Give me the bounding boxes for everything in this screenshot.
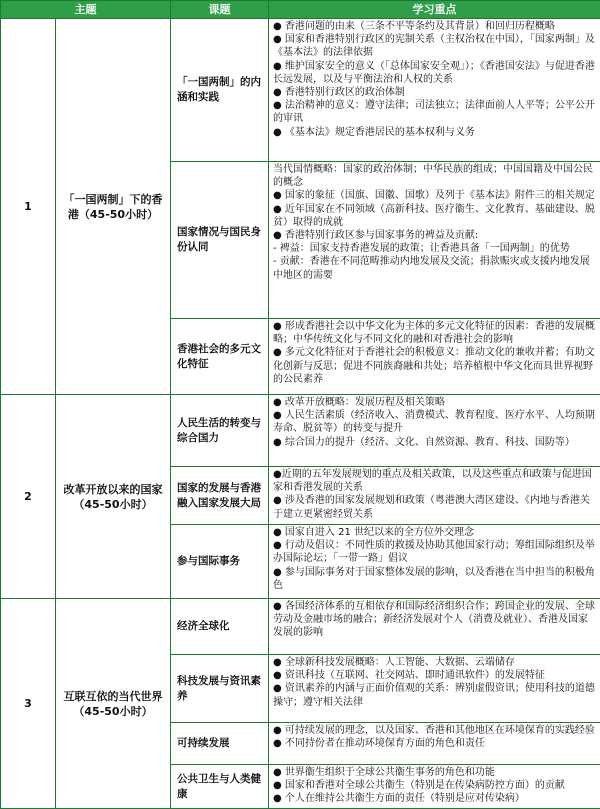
focus-line: ● 综合国力的提升（经济、文化、自然资源、教育、科技、国防等） <box>273 436 597 449</box>
focus-line: ● 可持续发展的理念，以及国家、香港和其他地区在环境保育的实践经验 <box>273 724 597 737</box>
topic-focus <box>269 525 600 599</box>
focus-line: ● 香港问题的由来（三条不平等条约及其背景）和回归历程概略 <box>273 20 597 33</box>
focus-line: ● 维护国家安全的意义（「总体国家安全观」）；《香港国安法》与促进香港长远发展，以及与平衡法治和人权的关系 <box>273 60 597 86</box>
focus-line: ● 各国经济体系的互相依存和国际经济组织合作；跨国企业的发展、全球劳动及金融市场的融合；新经济发展对个人（消费及就业）、香港及国家发展的影响 <box>273 600 597 640</box>
header-topic: 课题 <box>171 1 269 19</box>
table-header-row <box>1 1 600 19</box>
focus-line: ● 形成香港社会以中华文化为主体的多元文化特征的因素：香港的发展概略；中华传统文化与不同文化的融和对香港社会的影响 <box>273 320 597 346</box>
topic-name: 香港社会的多元文化特征 <box>171 319 269 395</box>
table-row <box>1 599 600 655</box>
focus-line: 当代国情概略：国家的政治体制；中华民族的组成；中国国籍及中国公民的概念 <box>273 163 597 189</box>
focus-line: ● 涉及香港的国家发展规划和政策（粤港澳大湾区建设、《内地与香港关于建立更紧密经贸关系 <box>273 494 597 520</box>
focus-line: ● 资讯素养的内涵与正面价值观的关系：辨别虚假资讯；使用科技的道德操守；遵守相关法律 <box>273 682 597 708</box>
focus-line: - 贡献：香港在不同范畴推动内地发展及交流；捐款赈灾或支援内地发展中地区的需要 <box>273 255 597 281</box>
focus-line: ● 参与国际事务对于国家整体发展的影响，以及香港在当中担当的积极角色 <box>273 566 597 592</box>
topic-focus <box>269 765 600 809</box>
focus-line: ● 国家和香港对全球公共衞生（特别是在传染病防控方面）的贡献 <box>273 779 597 792</box>
topic-focus <box>269 723 600 765</box>
focus-line: ● 多元文化特征对于香港社会的积极意义：推动文化的兼收并蓄；有助文化创新与反思；促进不同族裔融和共处；培养植根中华文化而具世界视野的公民素养 <box>273 346 597 386</box>
topic-name: 参与国际事务 <box>171 525 269 599</box>
focus-line: ● 全球新科技发展概略：人工智能、大数据、云端储存 <box>273 656 597 669</box>
focus-line: ● 近年国家在不同领域（高新科技、医疗衞生、文化教育、基础建设、脱贫）取得的成就 <box>273 203 597 229</box>
focus-line: ● 《基本法》规定香港居民的基本权利与义务 <box>273 126 597 139</box>
focus-line: ● 香港特别行政区参与国家事务的裨益及贡献: <box>273 229 597 242</box>
focus-line: ● 世界衞生组织于全球公共衞生事务的角色和功能 <box>273 766 597 779</box>
topic-name: 经济全球化 <box>171 599 269 655</box>
theme-number: 2 <box>1 395 56 599</box>
table-row <box>1 19 600 162</box>
focus-line: ● 资讯科技（互联网、社交网站、即时通讯软件）的发展特征 <box>273 669 597 682</box>
topic-focus <box>269 319 600 395</box>
theme-number: 1 <box>1 19 56 395</box>
topic-focus <box>269 599 600 655</box>
topic-focus <box>269 655 600 723</box>
topic-name: 科技发展与资讯素养 <box>171 655 269 723</box>
topic-name: 可持续发展 <box>171 723 269 765</box>
focus-line: ● 法治精神的意义：遵守法律；司法独立；法律面前人人平等；公平公开的审讯 <box>273 99 597 125</box>
topic-focus <box>269 19 600 162</box>
header-theme: 主题 <box>1 1 171 19</box>
table-row <box>1 395 600 467</box>
theme-title: 改革开放以来的国家（45-50小时） <box>56 395 171 599</box>
topic-name: 「一国两制」的内涵和实践 <box>171 19 269 162</box>
focus-line: ● 行动及倡议：不同性质的救援及协助其他国家行动；筹组国际组织及举办国际论坛；「一带一路」倡议 <box>273 539 597 565</box>
focus-line: ● 改革开放概略：发展历程及相关策略 <box>273 396 597 409</box>
theme-number: 3 <box>1 599 56 809</box>
focus-line: ●近期的五年发展规划的重点及相关政策，以及这些重点和政策与促进国家和香港发展的关系 <box>273 468 597 494</box>
topic-name: 国家的发展与香港融入国家发展大局 <box>171 467 269 525</box>
topic-focus <box>269 162 600 319</box>
topic-name: 国家情况与国民身份认同 <box>171 162 269 319</box>
focus-line: ● 个人在维持公共衞生方面的责任（特别是应对传染病） <box>273 792 597 805</box>
focus-line: ● 香港特别行政区的政治体制 <box>273 86 597 99</box>
focus-line: ● 国家的象征（国旗、国徽、国歌）及列于《基本法》附件三的相关规定 <box>273 189 597 202</box>
theme-title: 「一国两制」下的香港（45-50小时） <box>56 19 171 395</box>
focus-line: ● 国家和香港特别行政区的宪制关系（主权治权在中国），「国家两制」及《基本法》的法律依据 <box>273 33 597 59</box>
topic-focus <box>269 395 600 467</box>
focus-line: - 裨益：国家支持香港发展的政策；让香港具备「一国两制」的优势 <box>273 242 597 255</box>
topic-name: 人民生活的转变与综合国力 <box>171 395 269 467</box>
focus-line: ● 人民生活素质（经济收入、消费模式、教育程度、医疗水平、人均预期寿命、脱贫等）的转变与提升 <box>273 409 597 435</box>
focus-line: ● 国家自进入 21 世纪以来的全方位外交理念 <box>273 526 597 539</box>
theme-title: 互联互依的当代世界（45-50小时） <box>56 599 171 809</box>
focus-line: ● 不同持份者在推动环境保育方面的角色和责任 <box>273 737 597 750</box>
topic-name: 公共卫生与人类健康 <box>171 765 269 809</box>
topic-focus <box>269 467 600 525</box>
header-focus: 学习重点 <box>269 1 600 19</box>
